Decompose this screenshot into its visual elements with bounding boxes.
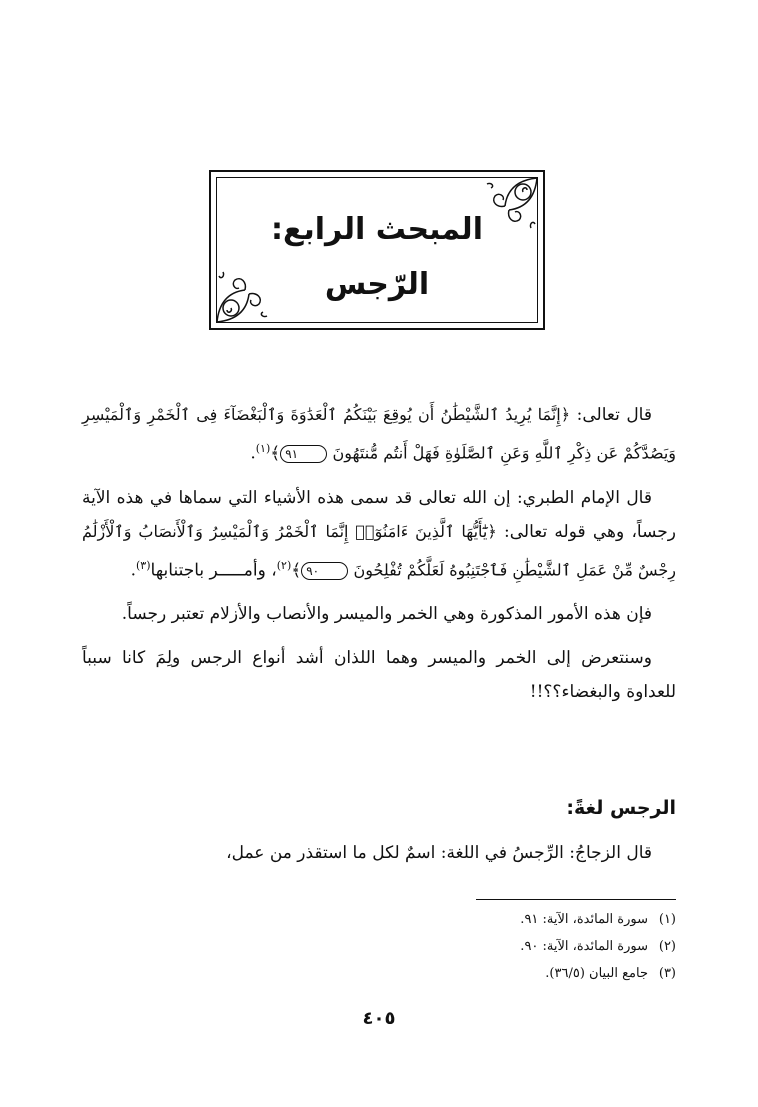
main-text <box>82 398 676 719</box>
footnote-text: جامع البيان (٣٦/٥). <box>545 966 648 981</box>
footnote-number: (٢) <box>658 939 676 954</box>
footnotes <box>276 906 676 987</box>
chapter-title: المبحث الرابع: <box>271 212 483 247</box>
paragraph-intro: قال تعالى: <box>570 405 652 425</box>
quran-close-bracket: ﴾ <box>291 560 302 581</box>
paragraph-quran-91 <box>82 398 676 471</box>
page-number: ٤٠٥ <box>362 1008 396 1029</box>
footnote-item <box>276 960 676 987</box>
footnote-text: سورة المائدة، الآية: ٩٠. <box>520 939 648 954</box>
chapter-title-frame <box>209 170 545 330</box>
paragraph-end: . <box>130 560 136 581</box>
footnote-item <box>276 906 676 933</box>
footnote-ref[interactable]: (٣) <box>136 558 151 572</box>
footnote-item <box>276 933 676 960</box>
footnote-ref[interactable]: (١) <box>255 442 271 455</box>
paragraph-tabari <box>82 481 676 588</box>
paragraph-intent: وسنتعرض إلى الخمر والميسر وهما اللذان أشد أنواع الرجس ولِمَ كانا سبباً للعداوة والبغضاء؟؟!! <box>82 648 676 703</box>
footnote-text: سورة المائدة، الآية: ٩١. <box>520 912 648 927</box>
ayah-number-marker: ٩١ <box>280 445 327 463</box>
paragraph-end: . <box>250 443 256 464</box>
quran-close-bracket: ﴾ <box>270 443 281 464</box>
quran-verse: ﴿يَٰٓأَيُّهَا ٱلَّذِينَ ءَامَنُوٓا۟ إِنَّمَا ٱلْخَمْرُ وَٱلْمَيْسِرُ وَٱلْأَنصَابُ وَٱلْأَزْلَٰمُ رِجْسٌ مِّنْ عَمَلِ ٱلشَّيْطَٰنِ فَٱجْتَنِبُوهُ لَعَلَّكُمْ تُفْلِحُونَ <box>82 521 676 580</box>
paragraph-continuation: ، وأمـــــر باجتنابها <box>150 560 277 581</box>
footnote-ref[interactable]: (٢) <box>276 558 292 572</box>
paragraph-rijs-list: فإن هذه الأمور المذكورة وهي الخمر والميسر والأنصاب والأزلام تعتبر رجساً. <box>121 604 652 625</box>
ayah-number-marker: ٩٠ <box>301 562 348 580</box>
footnote-number: (١) <box>658 912 676 927</box>
paragraph-intro: قال الإمام الطبري: إن الله تعالى قد سمى هذه الأشياء التي سماها في هذه الآية رجساً، وهي قوله تعالى: <box>82 487 676 542</box>
footnote-number: (٣) <box>658 966 676 981</box>
chapter-subtitle: الرّجس <box>324 267 430 302</box>
quran-verse: ﴿إِنَّمَا يُرِيدُ ٱلشَّيْطَٰنُ أَن يُوقِعَ بَيْنَكُمُ ٱلْعَدَٰوَةَ وَٱلْبَغْضَآءَ فِى ٱلْخَمْرِ وَٱلْمَيْسِرِ وَيَصُدَّكُمْ عَن ذِكْرِ ٱللَّهِ وَعَنِ ٱلصَّلَوٰةِ فَهَلْ أَنتُم مُّنتَهُونَ <box>82 405 676 463</box>
paragraph-zajjaj: قال الزجاجُ: الرِّجسُ في اللغة: اسمٌ لكل ما استقذر من عمل، <box>226 843 652 863</box>
footnote-divider <box>476 899 676 900</box>
section-heading: الرجس لغةً: <box>566 797 676 819</box>
